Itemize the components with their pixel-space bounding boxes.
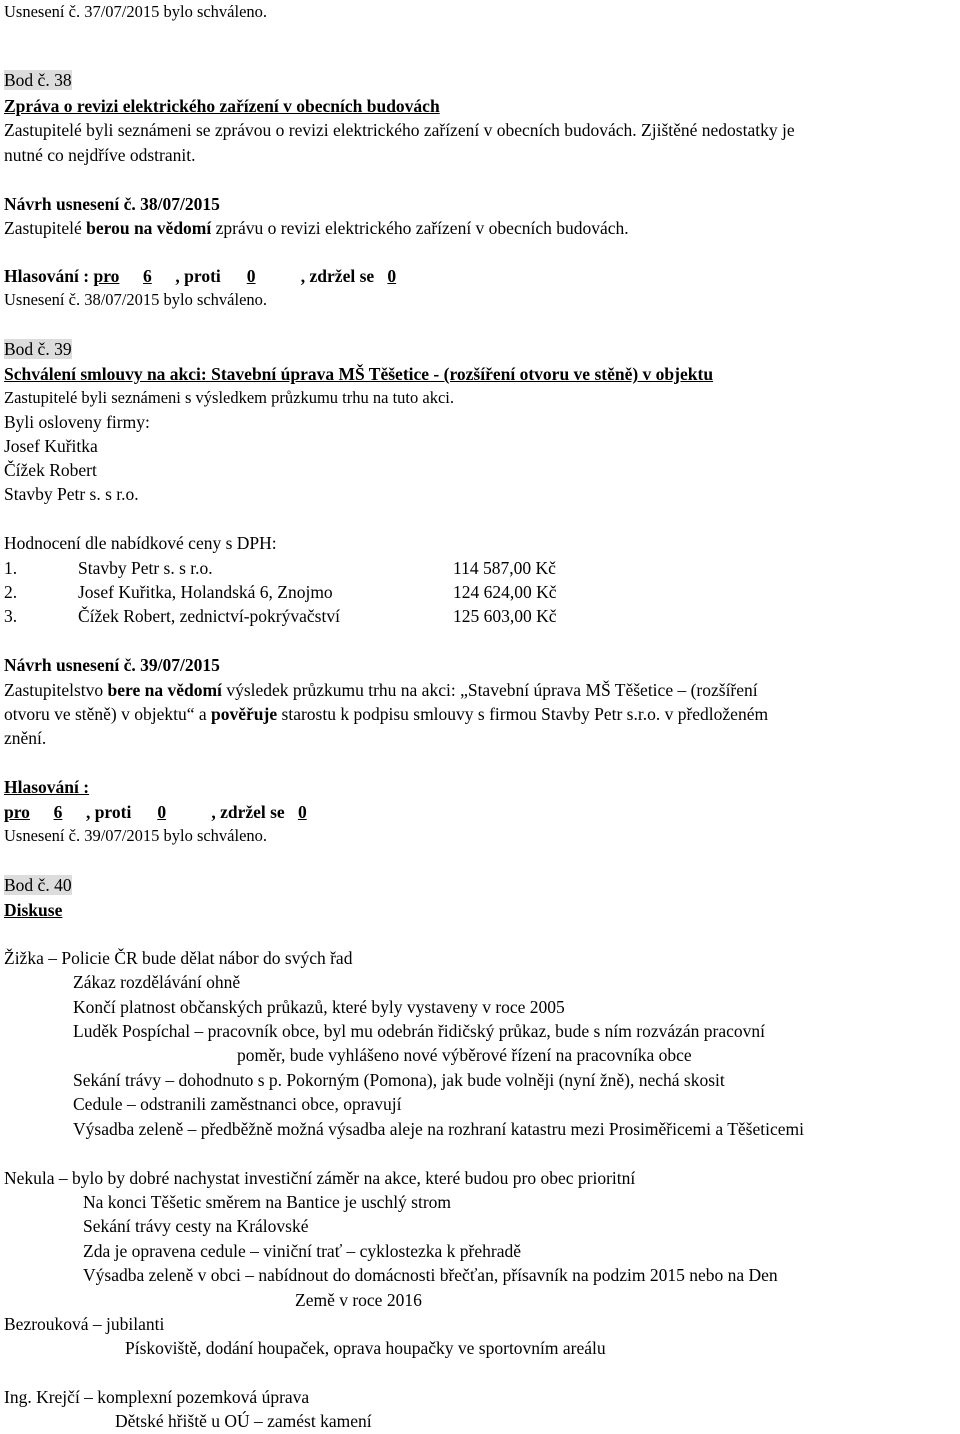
offer-row (4, 604, 557, 629)
offer-price: 125 603,00 Kč (453, 606, 557, 626)
offer-rank: 2. (4, 582, 18, 602)
item-39-proposal-line2: otvoru ve stěně) v objektu“ a pověřuje starostu k podpisu smlouvy s firmou Stavby Petr s.r.o. v předloženém (4, 704, 769, 724)
item-40-number: Bod č. 40 (4, 875, 72, 895)
discussion-line: Zda je opravena cedule – viniční trať – cyklostezka k přehradě (83, 1241, 521, 1261)
vote-zdrzel-label: , zdržel se (300, 266, 375, 286)
item-38-number: Bod č. 38 (4, 70, 72, 90)
discussion-line: Výsadba zeleně – předběžně možná výsadba aleje na rozhraní katastru mezi Prosiměřicemi a Těšeticemi (73, 1119, 804, 1139)
acknowledge-phrase: bere na vědomí (107, 680, 222, 700)
discussion-line: Země v roce 2016 (295, 1290, 422, 1310)
offer-price: 124 624,00 Kč (453, 582, 557, 602)
item-39-title: Schválení smlouvy na akci: Stavební úprava MŠ Těšetice - (rozšíření otvoru ve stěně) v objektu (4, 364, 714, 384)
item-38-proposal-heading: Návrh usnesení č. 38/07/2015 (4, 194, 220, 214)
item-39-result: Usnesení č. 39/07/2015 bylo schváleno. (4, 826, 268, 845)
item-39-vote (4, 800, 307, 825)
item-40-title: Diskuse (4, 900, 63, 920)
vote-zdrzel-label: , zdržel se (211, 802, 285, 822)
discussion-line: Žižka – Policie ČR bude dělat nábor do svých řad (4, 948, 353, 968)
resolution-37-result: Usnesení č. 37/07/2015 bylo schváleno. (4, 2, 268, 21)
offer-row (4, 580, 557, 605)
discussion-line: Sekání trávy cesty na Královské (83, 1216, 309, 1236)
discussion-line: Bezrouková – jubilanti (4, 1314, 165, 1334)
vote-proti-label: , proti (85, 802, 132, 822)
item-39-number: Bod č. 39 (4, 339, 72, 359)
discussion-line: Dětské hřiště u OÚ – zamést kamení (115, 1411, 372, 1431)
item-39-proposal-line1: Zastupitelstvo bere na vědomí výsledek průzkumu trhu na akci: „Stavební úprava MŠ Těšetice – (rozšíření (4, 680, 758, 700)
vote-proti-value: 0 (246, 266, 256, 286)
discussion-line: Cedule – odstranili zaměstnanci obce, opravují (73, 1094, 402, 1114)
vote-proti-label: , proti (175, 266, 221, 286)
item-38-vote (4, 264, 396, 289)
item-38-result: Usnesení č. 38/07/2015 bylo schváleno. (4, 290, 268, 309)
discussion-line: Výsadba zeleně v obci – nabídnout do domácnosti břečťan, přísavník na podzim 2015 nebo na Den (83, 1265, 778, 1285)
vote-zdrzel-value: 0 (387, 266, 397, 286)
vote-pro-label: pro (4, 802, 30, 822)
discussion-line: Pískoviště, dodání houpaček, oprava houpačky ve sportovním areálu (125, 1338, 606, 1358)
discussion-line: Luděk Pospíchal – pracovník obce, byl mu odebrán řidičský průkaz, bude s ním rozvázán pracovní (73, 1021, 766, 1041)
item-38-proposal-text: Zastupitelé berou na vědomí zprávu o revizi elektrického zařízení v obecních budovách. (4, 218, 629, 238)
item-39-proposal-heading: Návrh usnesení č. 39/07/2015 (4, 655, 220, 675)
discussion-line: Na konci Těšetic směrem na Bantice je uschlý strom (83, 1192, 452, 1212)
authorize-phrase: pověřuje (211, 704, 278, 724)
firms-label: Byli osloveny firmy: (4, 412, 150, 432)
vote-proti-value: 0 (157, 802, 167, 822)
firm-item: Stavby Petr s. s r.o. (4, 484, 139, 504)
offer-firm: Josef Kuřitka, Holandská 6, Znojmo (78, 582, 333, 602)
discussion-line: Zákaz rozdělávání ohně (73, 972, 241, 992)
item-39-heading (4, 337, 72, 362)
vote-label: Hlasování : (4, 266, 90, 286)
vote-pro-label: pro (93, 266, 120, 286)
offer-price: 114 587,00 Kč (453, 558, 556, 578)
discussion-line: Sekání trávy – dohodnuto s p. Pokorným (Pomona), jak bude volněji (nyní žně), nechá skosit (73, 1070, 725, 1090)
discussion-line: Nekula – bylo by dobré nachystat investiční záměr na akce, které budou pro obec prioritní (4, 1168, 636, 1188)
item-39-proposal-line3: znění. (4, 728, 47, 748)
vote-pro-value: 6 (143, 266, 152, 286)
offer-rank: 1. (4, 558, 18, 578)
offer-firm: Čížek Robert, zednictví-pokrývačství (78, 606, 340, 626)
item-39-intro: Zastupitelé byli seznámeni s výsledkem průzkumu trhu na tuto akci. (4, 388, 454, 407)
firm-item: Čížek Robert (4, 460, 97, 480)
firm-item: Josef Kuřitka (4, 436, 98, 456)
vote-zdrzel-value: 0 (297, 802, 307, 822)
evaluation-label: Hodnocení dle nabídkové ceny s DPH: (4, 533, 277, 553)
item-40-heading (4, 873, 72, 898)
offer-firm: Stavby Petr s. s r.o. (78, 558, 213, 578)
discussion-line: poměr, bude vyhlášeno nové výběrové řízení na pracovníka obce (237, 1045, 692, 1065)
vote-label: Hlasování : (4, 777, 90, 797)
offer-row (4, 556, 556, 581)
acknowledge-phrase: berou na vědomí (86, 218, 212, 238)
item-38-title: Zpráva o revizi elektrického zařízení v obecních budovách (4, 96, 440, 116)
item-38-heading (4, 68, 72, 93)
item-38-text-line2: nutné co nejdříve odstranit. (4, 145, 196, 165)
offer-rank: 3. (4, 606, 18, 626)
item-38-text-line1: Zastupitelé byli seznámeni se zprávou o revizi elektrického zařízení v obecních budovách. Zjištěné nedostatky je (4, 120, 795, 140)
discussion-line: Končí platnost občanských průkazů, které byly vystaveny v roce 2005 (73, 997, 565, 1017)
discussion-line: Ing. Krejčí – komplexní pozemková úprava (4, 1387, 310, 1407)
vote-pro-value: 6 (53, 802, 63, 822)
